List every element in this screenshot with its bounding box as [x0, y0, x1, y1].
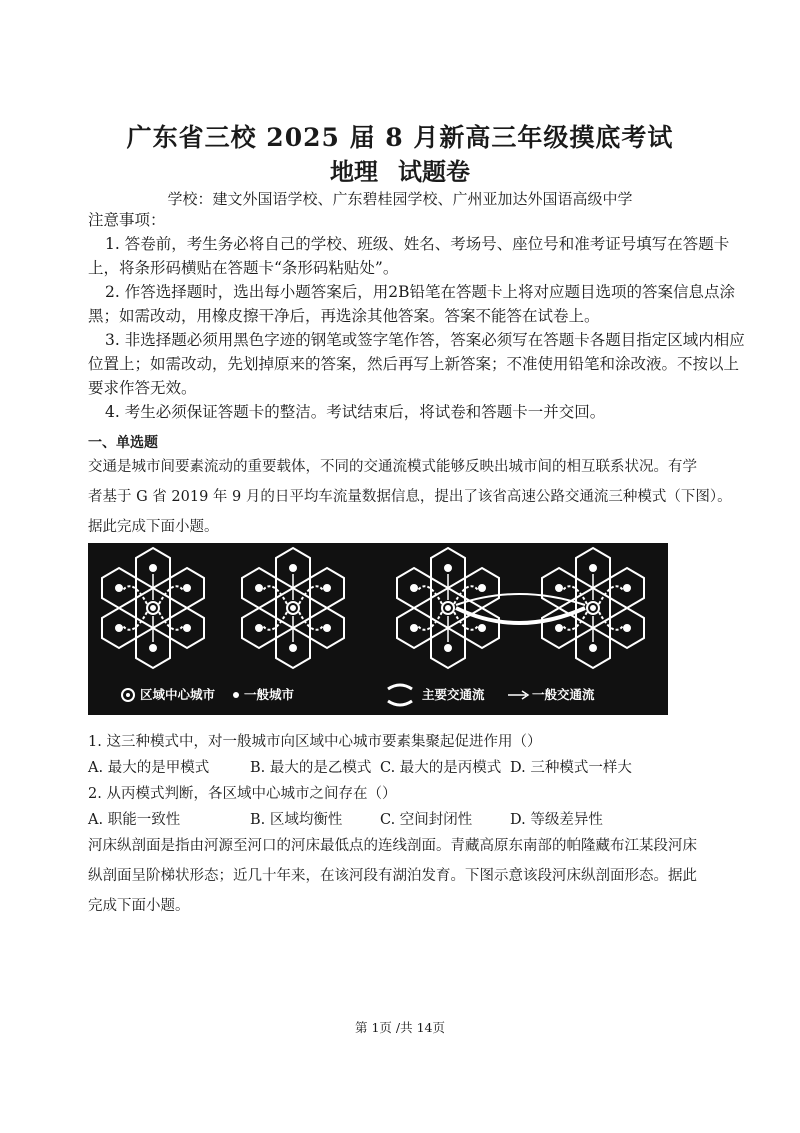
intro-passage-1 — [88, 452, 758, 542]
diagram-figure — [88, 543, 668, 715]
q2-option-d: D. 等级差异性 — [510, 812, 603, 828]
exam-title: 广东省三校 2025 届 8 月新高三年级摸底考试 — [126, 123, 674, 152]
passage-line: 河床纵剖面是指由河源至河口的河床最低点的连线剖面。青藏高原东南部的帕隆藏布江某段河床 — [88, 838, 697, 854]
page-footer: 第 1页 /共 14页 — [355, 1020, 445, 1035]
q2-option-b: B. 区域均衡性 — [250, 812, 343, 828]
center-city-dot-icon — [126, 693, 130, 697]
paper-name: 试题卷 — [398, 157, 470, 186]
main-flow-icon — [388, 685, 412, 705]
question-1-stem: 1. 这三种模式中，对一般城市向区域中心城市要素集聚起促进作用（） — [88, 734, 542, 750]
notice-item: 4. 考生必须保证答题卡的整洁。考试结束后，将试卷和答题卡一并交回。 — [105, 403, 606, 421]
q1-option-b: B. 最大的是乙模式 — [250, 760, 372, 776]
schools-line: 学校：建文外国语学校、广东碧桂园学校、广州亚加达外国语高级中学 — [167, 190, 633, 208]
legend-center-label: 区域中心城市 — [140, 687, 216, 702]
q1-option-a: A. 最大的是甲模式 — [88, 760, 210, 776]
pattern-b — [242, 548, 344, 668]
legend-general-flow-label: 一般交通流 — [532, 687, 595, 702]
legend-general-label: 一般城市 — [244, 687, 295, 702]
notice-item: 1. 答卷前，考生务必将自己的学校、班级、姓名、考场号、座位号和准考证号填写在答题卡上，将条形码横贴在答题卡“条形码粘贴处”。 — [88, 235, 730, 277]
passage-line: 者基于 G 省 2019 年 9 月的日平均车流量数据信息，提出了该省高速公路交通流三种模式（下图）。 — [88, 489, 732, 505]
general-flow-icon — [508, 691, 528, 699]
notice-list — [88, 232, 748, 424]
notice-item: 2. 作答选择题时，选出每小题答案后，用2B铅笔在答题卡上将对应题目选项的答案信息点涂黑；如需改动，用橡皮擦干净后，再选涂其他答案。答案不能答在试卷上。 — [88, 283, 735, 325]
q1-option-d: D. 三种模式一样大 — [510, 760, 632, 776]
general-city-icon — [233, 692, 239, 698]
q1-option-c: C. 最大的是丙模式 — [380, 760, 502, 776]
question-2-stem: 2. 从丙模式判断，各区域中心城市之间存在（） — [88, 786, 397, 802]
notice-item: 3. 非选择题必须用黑色字迹的钢笔或签字笔作答，答案必须写在答题卡各题目指定区域内相应位置上；如需改动，先划掉原来的答案，然后再写上新答案；不准使用铅笔和涂改液。不按以上要求作答无效。 — [88, 331, 745, 397]
q2-option-a: A. 职能一致性 — [88, 812, 181, 828]
notice-title: 注意事项： — [88, 211, 166, 229]
traffic-pattern-diagram — [88, 543, 668, 715]
passage-line: 完成下面小题。 — [88, 898, 190, 914]
intro-passage-2 — [88, 831, 758, 921]
pattern-c — [397, 548, 644, 668]
pattern-a — [102, 548, 204, 668]
q2-option-c: C. 空间封闭性 — [380, 812, 473, 828]
passage-line: 纵剖面呈阶梯状形态；近几十年来，在该河段有湖泊发育。下图示意该段河床纵剖面形态。据此 — [88, 868, 697, 884]
passage-line: 交通是城市间要素流动的重要载体，不同的交通流模式能够反映出城市间的相互联系状况。有学 — [88, 459, 697, 475]
legend-main-flow-label: 主要交通流 — [422, 687, 485, 702]
legend — [122, 685, 595, 705]
subject-name: 地理 — [330, 157, 378, 186]
subject-title — [0, 152, 800, 187]
passage-line: 据此完成下面小题。 — [88, 519, 219, 535]
section-title: 一、单选题 — [88, 435, 158, 451]
